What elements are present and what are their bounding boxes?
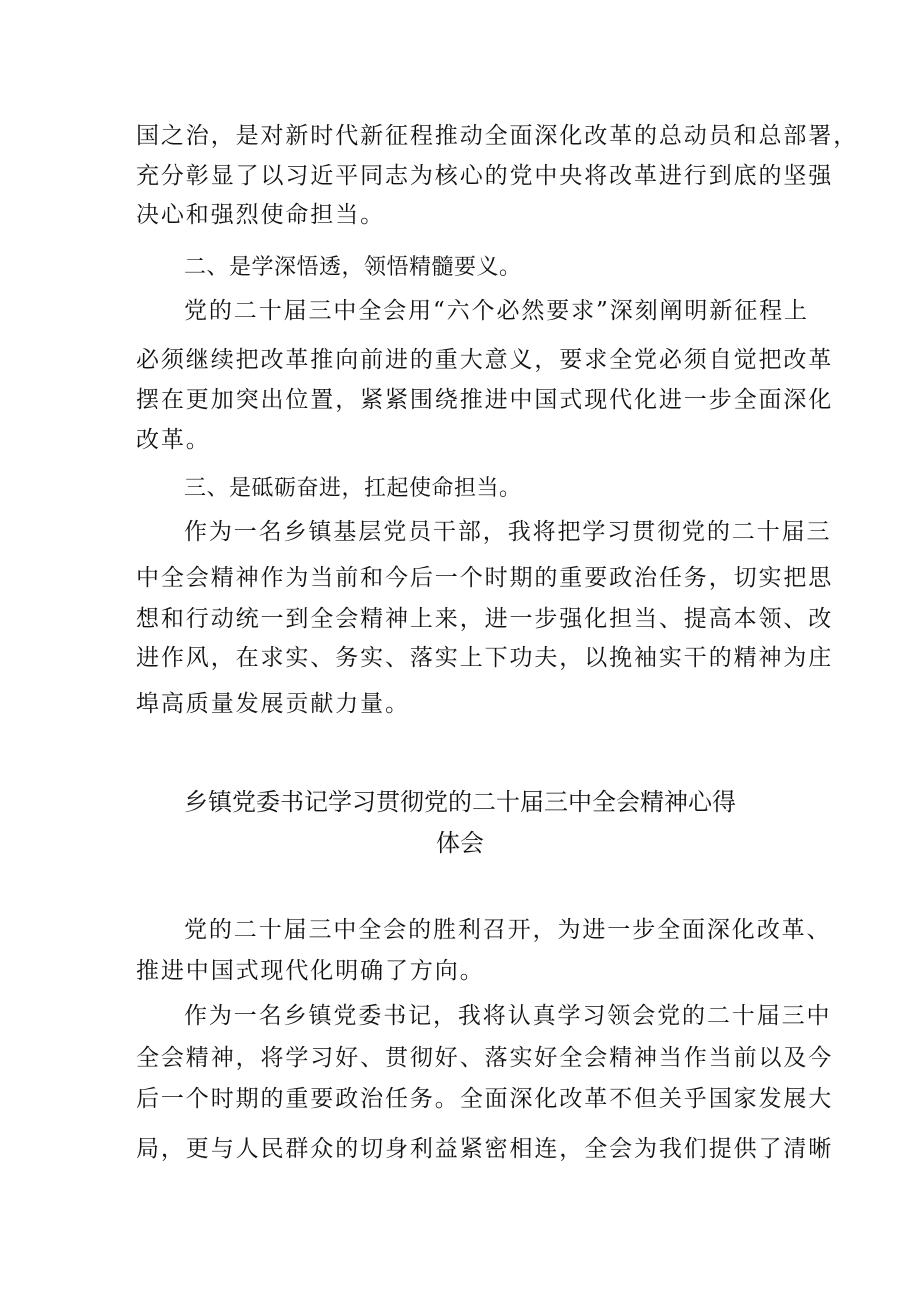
paragraph-line: 国之治，是对新时代新征程推动全面深化改革的总动员和总部署， (136, 123, 859, 149)
paragraph-line: 作为一名乡镇基层党员干部，我将把学习贯彻党的二十届三 (184, 519, 832, 545)
section-heading: 二、是学深悟透，领悟精髓要义。 (184, 255, 522, 280)
section-heading: 三、是砥砺奋进，扛起使命担当。 (184, 476, 522, 501)
paragraph-line: 后一个时期的重要政治任务。全面深化改革不但关乎国家发展大 (136, 1086, 834, 1112)
paragraph-line: 党的二十届三中全会的胜利召开，为进一步全面深化改革、 (184, 917, 832, 943)
paragraph-line: 想和行动统一到全会精神上来，进一步强化担当、提高本领、改 (136, 606, 834, 632)
paragraph-line: 决心和强烈使命担当。 (136, 202, 385, 228)
paragraph-line: 推进中国式现代化明确了方向。 (136, 958, 485, 984)
paragraph-line: 中全会精神作为当前和今后一个时期的重要政治任务，切实把思 (136, 565, 834, 591)
article-title: 乡镇党委书记学习贯彻党的二十届三中全会精神心得 (184, 788, 736, 816)
paragraph-line: 改革。 (136, 427, 211, 453)
paragraph-line: 作为一名乡镇党委书记，我将认真学习领会党的二十届三中 (184, 1003, 832, 1029)
paragraph-line: 局，更与人民群众的切身利益紧密相连，全会为我们提供了清晰 (136, 1136, 834, 1162)
article-title-continued: 体会 (436, 829, 484, 857)
paragraph-line: 党的二十届三中全会用“六个必然要求”深刻阐明新征程上 (184, 298, 809, 324)
paragraph-line: 必须继续把改革推向前进的重大意义，要求全党必须自觉把改革 (136, 347, 834, 373)
paragraph-line: 全会精神，将学习好、贯彻好、落实好全会精神当作当前以及今 (136, 1045, 834, 1071)
paragraph-line: 进作风，在求实、务实、落实上下功夫，以挽袖实干的精神为庄 (136, 645, 834, 671)
paragraph-line: 摆在更加突出位置，紧紧围绕推进中国式现代化进一步全面深化 (136, 387, 834, 413)
paragraph-line: 充分彰显了以习近平同志为核心的党中央将改革进行到底的坚强 (136, 163, 834, 189)
paragraph-line: 埠高质量发展贡献力量。 (136, 691, 410, 717)
